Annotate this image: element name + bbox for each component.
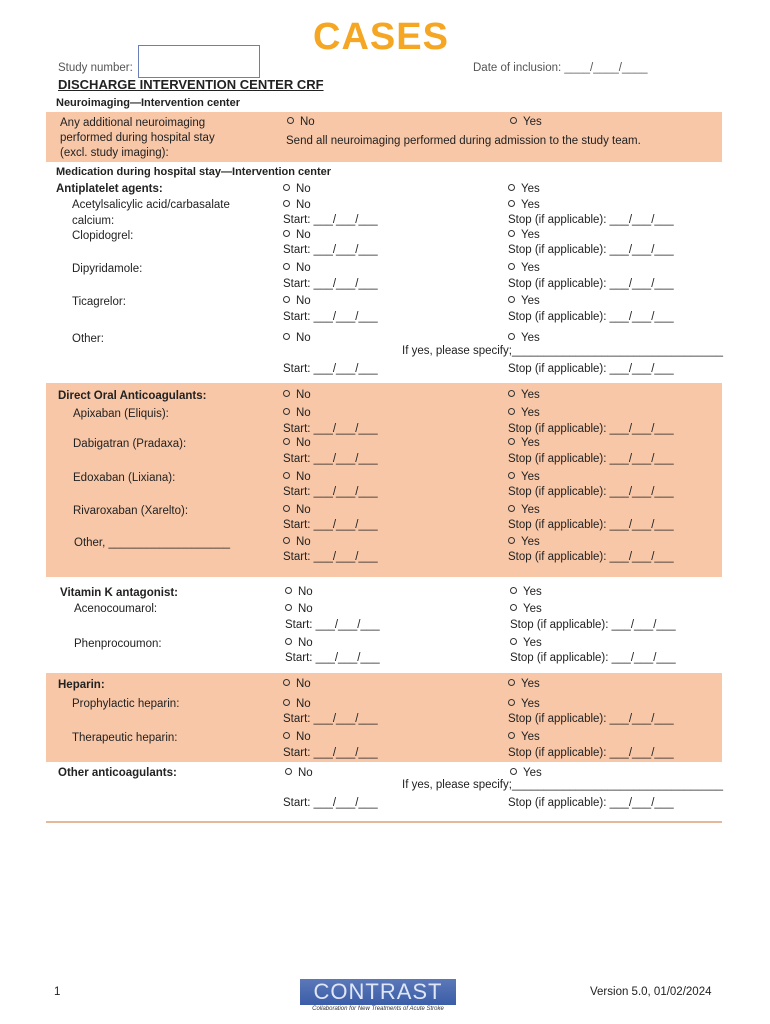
neuro-yes-radio[interactable]: Yes <box>510 116 542 128</box>
radio-icon <box>283 296 290 303</box>
doac-other-field[interactable]: Other, ___________________ <box>74 537 231 549</box>
heparin-yes-radio[interactable]: Yes <box>508 678 540 690</box>
clopidogrel-no-radio[interactable]: No <box>283 229 311 241</box>
asa-stop-field[interactable]: Stop (if applicable): ___/___/___ <box>508 214 674 226</box>
apixaban-stop-field[interactable]: Stop (if applicable): ___/___/___ <box>508 423 674 435</box>
phenprocoumon-start-field[interactable]: Start: ___/___/___ <box>285 652 380 664</box>
page-number: 1 <box>54 986 61 998</box>
other-anticoagulants-heading: Other anticoagulants: <box>58 767 177 779</box>
section-divider <box>46 821 722 823</box>
radio-icon <box>283 472 290 479</box>
dipyridamole-stop-field[interactable]: Stop (if applicable): ___/___/___ <box>508 278 674 290</box>
asa-no-radio[interactable]: No <box>283 199 311 211</box>
other-anticoag-stop-field[interactable]: Stop (if applicable): ___/___/___ <box>508 797 674 809</box>
radio-icon <box>285 638 292 645</box>
date-of-inclusion-label: Date of inclusion: ____/____/____ <box>473 62 648 74</box>
radio-icon <box>508 438 515 445</box>
radio-icon <box>283 438 290 445</box>
therapeutic-heparin-label: Therapeutic heparin: <box>72 732 178 744</box>
apixaban-start-field[interactable]: Start: ___/___/___ <box>283 423 378 435</box>
radio-icon <box>510 768 517 775</box>
radio-icon <box>508 505 515 512</box>
radio-icon <box>510 604 517 611</box>
ticagrelor-label: Ticagrelor: <box>72 296 126 308</box>
edoxaban-yes-radio[interactable]: Yes <box>508 471 540 483</box>
vka-no-radio[interactable]: No <box>285 586 313 598</box>
page-title: DISCHARGE INTERVENTION CENTER CRF <box>58 77 324 92</box>
ticagrelor-start-field[interactable]: Start: ___/___/___ <box>283 311 378 323</box>
antiplatelet-other-specify-field[interactable]: If yes, please specify;_________________________________ <box>402 345 724 357</box>
ticagrelor-no-radio[interactable]: No <box>283 295 311 307</box>
asa-label-line2: calcium: <box>72 215 115 227</box>
radio-icon <box>510 117 517 124</box>
vka-heading: Vitamin K antagonist: <box>60 587 178 599</box>
radio-icon <box>283 184 290 191</box>
antiplatelet-heading: Antiplatelet agents: <box>56 183 163 195</box>
rivaroxaban-no-radio[interactable]: No <box>283 504 311 516</box>
prophylactic-heparin-label: Prophylactic heparin: <box>72 698 180 710</box>
doac-yes-radio[interactable]: Yes <box>508 389 540 401</box>
neuro-no-radio[interactable]: No <box>287 116 315 128</box>
antiplatelet-other-stop-field[interactable]: Stop (if applicable): ___/___/___ <box>508 363 674 375</box>
rivaroxaban-label: Rivaroxaban (Xarelto): <box>73 505 189 517</box>
doac-other-yes-radio[interactable]: Yes <box>508 536 540 548</box>
apixaban-no-radio[interactable]: No <box>283 407 311 419</box>
apixaban-yes-radio[interactable]: Yes <box>508 407 540 419</box>
radio-icon <box>283 699 290 706</box>
therapeutic-start-field[interactable]: Start: ___/___/___ <box>283 747 378 759</box>
antiplatelet-other-start-field[interactable]: Start: ___/___/___ <box>283 363 378 375</box>
dabigatran-label: Dabigatran (Pradaxa): <box>73 438 187 450</box>
acenocoumarol-label: Acenocoumarol: <box>74 603 158 615</box>
therapeutic-yes-radio[interactable]: Yes <box>508 731 540 743</box>
antiplatelet-other-no-radio[interactable]: No <box>283 332 311 344</box>
apixaban-label: Apixaban (Eliquis): <box>73 408 169 420</box>
phenprocoumon-yes-radio[interactable]: Yes <box>510 637 542 649</box>
dipyridamole-yes-radio[interactable]: Yes <box>508 262 540 274</box>
dipyridamole-start-field[interactable]: Start: ___/___/___ <box>283 278 378 290</box>
cases-logo: CASES <box>313 16 449 58</box>
therapeutic-stop-field[interactable]: Stop (if applicable): ___/___/___ <box>508 747 674 759</box>
prophylactic-start-field[interactable]: Start: ___/___/___ <box>283 713 378 725</box>
clopidogrel-label: Clopidogrel: <box>72 230 134 242</box>
edoxaban-no-radio[interactable]: No <box>283 471 311 483</box>
heparin-heading: Heparin: <box>58 679 105 691</box>
neuro-question-line3: (excl. study imaging): <box>60 147 169 159</box>
clopidogrel-stop-field[interactable]: Stop (if applicable): ___/___/___ <box>508 244 674 256</box>
radio-icon <box>285 768 292 775</box>
edoxaban-stop-field[interactable]: Stop (if applicable): ___/___/___ <box>508 486 674 498</box>
radio-icon <box>508 333 515 340</box>
radio-icon <box>508 390 515 397</box>
radio-icon <box>508 263 515 270</box>
antiplatelet-other-label: Other: <box>72 333 104 345</box>
doac-other-stop-field[interactable]: Stop (if applicable): ___/___/___ <box>508 551 674 563</box>
neuro-note: Send all neuroimaging performed during admission to the study team. <box>286 135 641 147</box>
rivaroxaban-stop-field[interactable]: Stop (if applicable): ___/___/___ <box>508 519 674 531</box>
ticagrelor-stop-field[interactable]: Stop (if applicable): ___/___/___ <box>508 311 674 323</box>
radio-icon <box>283 200 290 207</box>
acenocoumarol-stop-field[interactable]: Stop (if applicable): ___/___/___ <box>510 619 676 631</box>
dabigatran-start-field[interactable]: Start: ___/___/___ <box>283 453 378 465</box>
radio-icon <box>508 699 515 706</box>
radio-icon <box>510 587 517 594</box>
rivaroxaban-start-field[interactable]: Start: ___/___/___ <box>283 519 378 531</box>
neuro-question-line2: performed during hospital stay <box>60 132 215 144</box>
other-anticoag-start-field[interactable]: Start: ___/___/___ <box>283 797 378 809</box>
radio-icon <box>287 117 294 124</box>
radio-icon <box>283 333 290 340</box>
dabigatran-no-radio[interactable]: No <box>283 437 311 449</box>
doac-heading: Direct Oral Anticoagulants: <box>58 390 207 402</box>
radio-icon <box>283 408 290 415</box>
edoxaban-label: Edoxaban (Lixiana): <box>73 472 176 484</box>
radio-icon <box>283 537 290 544</box>
radio-icon <box>508 184 515 191</box>
ticagrelor-yes-radio[interactable]: Yes <box>508 295 540 307</box>
radio-icon <box>283 732 290 739</box>
dabigatran-stop-field[interactable]: Stop (if applicable): ___/___/___ <box>508 453 674 465</box>
radio-icon <box>510 638 517 645</box>
acenocoumarol-yes-radio[interactable]: Yes <box>510 603 542 615</box>
therapeutic-no-radio[interactable]: No <box>283 731 311 743</box>
radio-icon <box>508 408 515 415</box>
radio-icon <box>285 604 292 611</box>
radio-icon <box>508 230 515 237</box>
phenprocoumon-stop-field[interactable]: Stop (if applicable): ___/___/___ <box>510 652 676 664</box>
clopidogrel-yes-radio[interactable]: Yes <box>508 229 540 241</box>
antiplatelet-no-radio[interactable]: No <box>283 183 311 195</box>
radio-icon <box>285 587 292 594</box>
doac-other-no-radio[interactable]: No <box>283 536 311 548</box>
radio-icon <box>283 505 290 512</box>
radio-icon <box>283 230 290 237</box>
antiplatelet-other-yes-radio[interactable]: Yes <box>508 332 540 344</box>
prophylactic-stop-field[interactable]: Stop (if applicable): ___/___/___ <box>508 713 674 725</box>
dipyridamole-label: Dipyridamole: <box>72 263 143 275</box>
radio-icon <box>283 263 290 270</box>
antiplatelet-yes-radio[interactable]: Yes <box>508 183 540 195</box>
vka-yes-radio[interactable]: Yes <box>510 586 542 598</box>
prophylactic-yes-radio[interactable]: Yes <box>508 698 540 710</box>
radio-icon <box>508 472 515 479</box>
neuro-question-line1: Any additional neuroimaging <box>60 117 206 129</box>
asa-label-line1: Acetylsalicylic acid/carbasalate <box>72 199 230 211</box>
phenprocoumon-no-radio[interactable]: No <box>285 637 313 649</box>
doac-other-start-field[interactable]: Start: ___/___/___ <box>283 551 378 563</box>
phenprocoumon-label: Phenprocoumon: <box>74 638 162 650</box>
study-number-label: Study number: <box>58 62 133 74</box>
dipyridamole-no-radio[interactable]: No <box>283 262 311 274</box>
prophylactic-no-radio[interactable]: No <box>283 698 311 710</box>
rivaroxaban-yes-radio[interactable]: Yes <box>508 504 540 516</box>
other-anticoag-yes-radio[interactable]: Yes <box>510 767 542 779</box>
asa-start-field[interactable]: Start: ___/___/___ <box>283 214 378 226</box>
other-anticoag-specify-field[interactable]: If yes, please specify;_________________________________ <box>402 779 724 791</box>
version-label: Version 5.0, 01/02/2024 <box>590 986 712 998</box>
radio-icon <box>508 732 515 739</box>
acenocoumarol-no-radio[interactable]: No <box>285 603 313 615</box>
radio-icon <box>283 390 290 397</box>
heparin-no-radio[interactable]: No <box>283 678 311 690</box>
doac-no-radio[interactable]: No <box>283 389 311 401</box>
medication-heading: Medication during hospital stay—Intervention center <box>56 166 332 178</box>
study-number-field[interactable] <box>138 45 260 78</box>
radio-icon <box>508 679 515 686</box>
neuroimaging-heading: Neuroimaging—Intervention center <box>56 97 240 109</box>
other-anticoag-no-radio[interactable]: No <box>285 767 313 779</box>
radio-icon <box>283 679 290 686</box>
radio-icon <box>508 296 515 303</box>
asa-yes-radio[interactable]: Yes <box>508 199 540 211</box>
contrast-logo: CONTRAST Collaboration for New Treatments of Acute Stroke <box>300 979 456 1013</box>
acenocoumarol-start-field[interactable]: Start: ___/___/___ <box>285 619 380 631</box>
radio-icon <box>508 537 515 544</box>
clopidogrel-start-field[interactable]: Start: ___/___/___ <box>283 244 378 256</box>
radio-icon <box>508 200 515 207</box>
edoxaban-start-field[interactable]: Start: ___/___/___ <box>283 486 378 498</box>
dabigatran-yes-radio[interactable]: Yes <box>508 437 540 449</box>
